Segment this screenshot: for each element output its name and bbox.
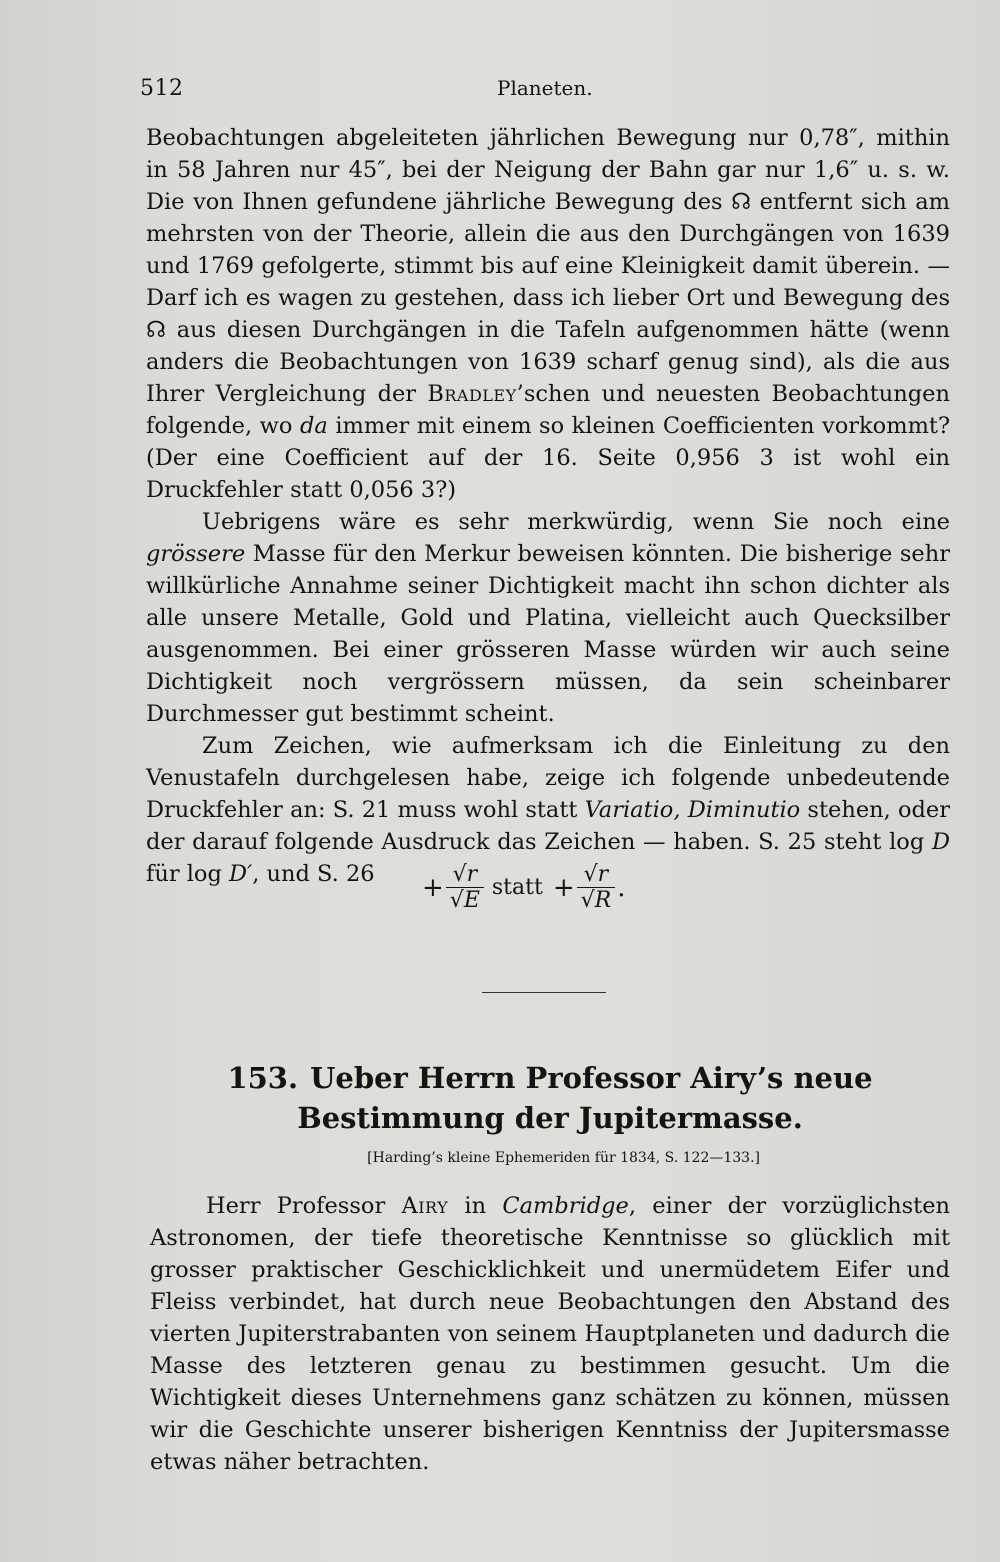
fraction-1: [446, 862, 484, 913]
section-source: [Harding’s kleine Ephemeriden für 1834, S. 122—133.]: [367, 1150, 760, 1166]
text-run: für log: [146, 861, 230, 887]
text-run: ’schen und neuesten Beobachtungen folgende, wo: [146, 381, 950, 439]
formula-period: .: [617, 872, 626, 903]
page-header: [140, 76, 950, 110]
italic-D-prime: D′: [229, 861, 253, 887]
text-run: in: [448, 1193, 503, 1219]
formula-statt: statt: [491, 875, 543, 900]
text-run: Beobachtungen abgeleiteten jährlichen Bewegung nur 0,78″, mithin in 58 Jahren nur 45″, bei der Neigung der Bahn gar nur 1,6″ u. s. w. Die von Ihnen gefundene jährliche Bewegung des ☊ entfernt sich am mehrsten von der Theorie, allein die aus den Durchgängen von 1639 und 1769 gefolgerte, stimmt bis auf eine Kleinigkeit damit überein. — Darf ich es wagen zu gestehen, dass ich lieber Ort und Bewegung des ☊ aus diesen Durchgängen in die Tafeln aufgenommen hätte (wenn anders die Beobachtungen von 1639 scharf genug sind), als die aus Ihrer Vergleichung der: [146, 125, 950, 407]
section-body: [150, 1190, 950, 1478]
text-run: Herr Professor: [206, 1193, 402, 1219]
formula: [420, 862, 680, 932]
text-run: , einer der vorzüglichsten Astronomen, der tiefe theoretische Kenntnisse so glücklich mit grosser praktischer Geschicklichkeit und unermüdetem Eifer und Fleiss verbindet, hat durch neue Beobachtungen den Abstand des vierten Jupiterstrabanten von seinem Hauptplaneten und dadurch die Masse des letzteren genau zu bestimmen gesucht. Um die Wichtigkeit dieses Unternehmens ganz schätzen zu können, müssen wir die Geschichte unserer bisherigen Kenntniss der Jupitersmasse etwas näher betrachten.: [150, 1193, 950, 1475]
text-run: Masse für den Merkur beweisen könnten. Die bisherige sehr willkürliche Annahme seiner Dichtigkeit macht ihn schon dichter als alle unsere Metalle, Gold und Platina, vielleicht auch Quecksilber ausgenommen. Bei einer grösseren Masse würden wir auch seine Dichtigkeit noch vergrössern müssen, da sein scheinbarer Durchmesser gut bestimmt scheint.: [146, 541, 950, 727]
plus-sign: +: [552, 872, 575, 903]
name-bradley: Bradley: [427, 381, 517, 407]
name-airy: Airy: [401, 1193, 449, 1219]
fraction-1-numerator: √r: [446, 862, 484, 888]
italic-variatio: Variatio, Diminutio: [584, 797, 801, 823]
fraction-2-numerator: √r: [577, 862, 616, 888]
section-heading: [150, 1058, 950, 1138]
section-paragraph-1: [150, 1190, 950, 1478]
section-title: Ueber Herrn Professor Airy’s neue Bestimmung der Jupitermasse.: [297, 1061, 873, 1135]
paragraph-2: [146, 506, 950, 730]
text-run: Uebrigens wäre es sehr merkwürdig, wenn Sie noch eine: [202, 509, 950, 535]
page-number: 512: [140, 76, 184, 101]
italic-groessere: grössere: [146, 541, 246, 567]
italic-da: da: [300, 413, 328, 439]
paragraph-1: [146, 122, 950, 506]
plus-sign: +: [422, 872, 444, 903]
text-run: Zum Zeichen, wie aufmerksam ich die Einleitung zu den Venustafeln durchgelesen habe, zeige ich folgende unbedeutende Druckfehler an: S. 21 muss wohl statt: [146, 733, 950, 823]
fraction-2: [577, 862, 616, 913]
text-run: stehen, oder der darauf folgende Ausdruck das Zeichen — haben. S. 25 steht log: [146, 797, 950, 855]
fraction-1-denominator: √E: [449, 888, 480, 913]
text-run: , und S. 26: [252, 861, 375, 887]
italic-cambridge: Cambridge: [502, 1193, 629, 1219]
fraction-2-denominator: √R: [580, 888, 612, 913]
letter-continuation: [146, 122, 950, 890]
text-run: immer mit einem so kleinen Coefficienten vorkommt? (Der eine Coefficient auf der 16. Seite 0,956 3 ist wohl ein Druckfehler statt 0,056 3?): [146, 413, 951, 503]
running-head: Planeten.: [497, 76, 593, 100]
italic-D: D: [931, 829, 950, 855]
section-divider: [482, 992, 606, 993]
section-number: 153.: [227, 1061, 299, 1095]
